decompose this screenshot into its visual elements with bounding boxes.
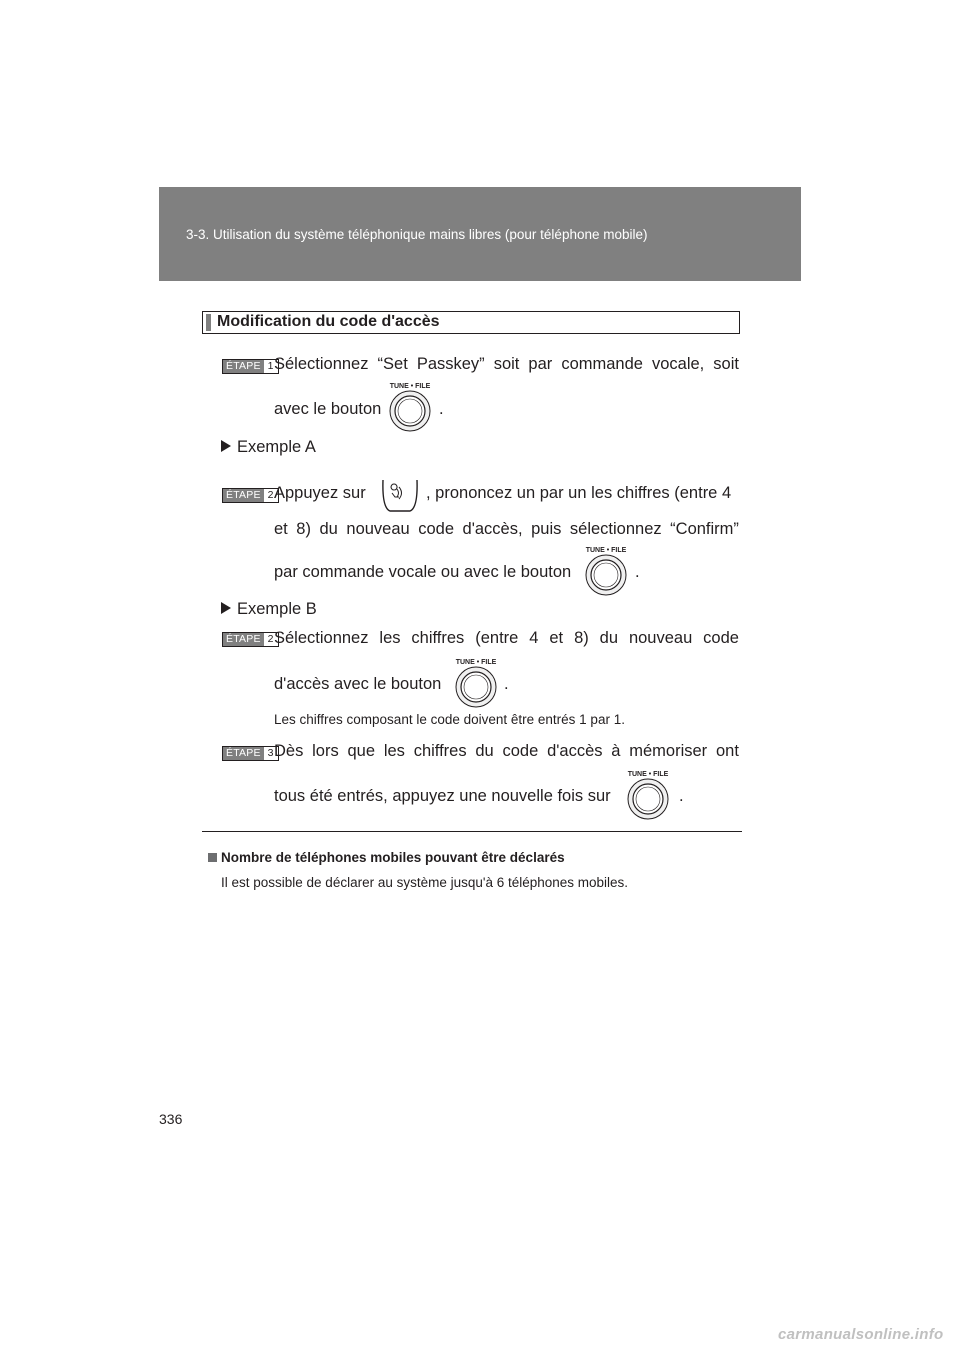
section-marker (206, 314, 211, 331)
word: ont (715, 742, 739, 760)
step2b-note: Les chiffres composant le code doivent être entrés 1 par 1. (274, 712, 625, 727)
word: et (274, 520, 288, 538)
word: chiffres (413, 742, 467, 760)
step2b-line2: d'accès avec le bouton (274, 675, 442, 693)
step-badge-label: ÉTAPE (223, 489, 264, 502)
word: puis (531, 520, 562, 538)
period: . (635, 563, 640, 581)
arrow-right-icon (221, 440, 231, 452)
word: vocale, (651, 355, 705, 373)
step1-line2: avec le bouton (274, 400, 382, 418)
note-body: Il est possible de déclarer au système jusqu'à 6 téléphones mobiles. (221, 875, 629, 890)
word: 8) (574, 629, 589, 647)
step2a-line1-start: Appuyez sur (274, 484, 366, 502)
step-badge-label: ÉTAPE (223, 633, 264, 646)
arrow-right-icon (221, 602, 231, 614)
word: commande (561, 355, 643, 373)
step-badge-number: 2 (264, 633, 278, 646)
word: du (475, 742, 494, 760)
step1-line1 (274, 355, 739, 374)
tune-file-knob-icon (580, 544, 632, 598)
word: mémoriser (629, 742, 708, 760)
word: “Confirm” (670, 520, 739, 538)
tune-label: TUNE • FILE (455, 659, 497, 666)
period: . (679, 787, 684, 805)
word: soit (493, 355, 520, 373)
tune-label: TUNE • FILE (627, 771, 669, 778)
step-badge-number: 1 (264, 360, 278, 373)
word: que (347, 742, 376, 760)
example-b (221, 600, 317, 619)
word: d'accès (547, 742, 603, 760)
word: par (528, 355, 553, 373)
square-bullet-icon (208, 853, 217, 862)
word: Sélectionnez (274, 355, 369, 373)
word: nouveau (346, 520, 410, 538)
word: chiffres (411, 629, 465, 647)
step3-line1 (274, 742, 739, 761)
tune-file-knob-icon (450, 656, 502, 710)
tune-label: TUNE • FILE (389, 383, 431, 390)
period: . (439, 400, 444, 418)
step-badge-label: ÉTAPE (223, 360, 264, 373)
word: code (703, 629, 739, 647)
word: Dès (274, 742, 304, 760)
word: du (599, 629, 619, 647)
note-title (208, 850, 565, 865)
example-a-label: Exemple A (237, 438, 316, 456)
word: à (611, 742, 621, 760)
step-badge-number: 3 (264, 747, 278, 760)
period: . (504, 675, 509, 693)
word: code (502, 742, 539, 760)
word: les (383, 742, 405, 760)
word: (entre (475, 629, 519, 647)
example-a (221, 438, 316, 457)
divider (202, 831, 742, 832)
tune-file-knob-icon (384, 380, 436, 434)
word: Passkey” (416, 355, 485, 373)
watermark: carmanualsonline.info (778, 1326, 944, 1343)
word: soit (713, 355, 739, 373)
note-title-text: Nombre de téléphones mobiles pouvant être déclarés (221, 850, 565, 865)
word: 8) (296, 520, 311, 538)
tune-file-knob-icon (622, 768, 674, 822)
step-badge-3 (222, 746, 279, 761)
step-badge-2a (222, 488, 279, 503)
step-badge-1 (222, 359, 279, 374)
word: “Set (377, 355, 408, 373)
example-b-label: Exemple B (237, 600, 317, 618)
section-title: Modification du code d'accès (217, 313, 440, 330)
word: code (418, 520, 455, 538)
word: et (549, 629, 564, 647)
step2a-line3: par commande vocale ou avec le bouton (274, 563, 572, 581)
step3-line2: tous été entrés, appuyez une nouvelle fois sur (274, 787, 611, 805)
step2a-line1-end: , prononcez un par un les chiffres (entre 4 (426, 484, 732, 502)
word: lors (312, 742, 339, 760)
step2a-line2 (274, 520, 739, 539)
talk-switch-icon (380, 478, 420, 514)
step-badge-2b (222, 632, 279, 647)
word: 4 (529, 629, 539, 647)
tune-label: TUNE • FILE (585, 547, 627, 554)
word: Sélectionnez (274, 629, 369, 647)
page-number: 336 (159, 1111, 183, 1127)
word: d'accès, (462, 520, 523, 538)
step-badge-number: 2 (264, 489, 278, 502)
section-heading (202, 311, 740, 334)
word: du (319, 520, 338, 538)
word: nouveau (628, 629, 693, 647)
word: sélectionnez (569, 520, 662, 538)
step2b-line1 (274, 629, 739, 648)
step-badge-label: ÉTAPE (223, 747, 264, 760)
word: les (379, 629, 401, 647)
breadcrumb: 3-3. Utilisation du système téléphonique mains libres (pour téléphone mobile) (186, 227, 648, 242)
